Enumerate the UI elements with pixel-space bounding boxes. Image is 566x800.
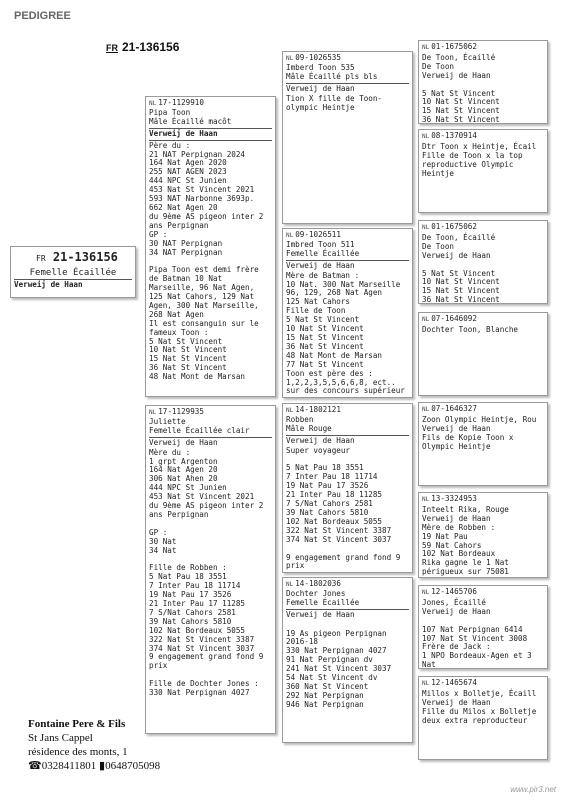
ggp-card-6[interactable]: NL 13-3324953 Inteelt Rika, Rouge Verweij de Haan Mère de Robben : 19 Nat Pau 59 Nat Cahors 102 Nat Bordeaux Rika gagne le 1 Nat périgueux sur 75081 <box>418 492 548 578</box>
ggp-card-4[interactable]: NL 07-1646092 Dochter Toon, Blanche <box>418 312 548 396</box>
owner-address: Fontaine Pere & Fils St Jans Cappel résidence des monts, 1 ☎0328411801 ▮0648705098 <box>28 718 161 772</box>
dam-ring: 17-1129935 <box>158 407 204 416</box>
ggp-card-2[interactable]: NL 08-1370914 Dtr Toon x Heintje, Écail Fille de Toon x la top reproductive Olympic Heintje <box>418 129 548 213</box>
subject-sex: Femelle Écaillée <box>29 267 117 278</box>
granddam-maternal-card[interactable]: NL 14-1802036 Dochter Jones Femelle Écaillée Verweij de Haan 19 As pigeon Perpignan 2016-18 330 Nat Perpignan 4027 91 Nat Perpignan dv 241 Nat St Vincent 3037 54 Nat St Vincent dv 360 Nat St Vincent 292 Nat Perpignan 946 Nat Perpignan <box>282 577 413 743</box>
owner-name: Fontaine Pere & Fils <box>28 718 126 730</box>
sire-ring: 17-1129910 <box>158 98 204 107</box>
watermark: www.pir3.net <box>510 785 556 794</box>
ggp-card-7[interactable]: NL 12-1465706 Jones, Écaillé Verweij de Haan 107 Nat Perpignan 6414 107 Nat St Vincent 3008 Frère de Jack : 1 NPO Bordeaux-Agen et 3 Nat <box>418 585 548 669</box>
subject-card[interactable]: FR 21-136156 Femelle Écaillée Verweij de Haan <box>10 246 136 298</box>
sire-sex: Mâle Écaillé macôt <box>149 116 232 126</box>
sire-name: Pipa Toon <box>149 107 191 117</box>
top-ring-number: FR 21-136156 <box>106 40 180 54</box>
mobile-icon: ▮ <box>99 760 106 772</box>
ggp-card-5[interactable]: NL 07-1646327 Zoon Olympic Heintje, Rou Verweij de Haan Fils de Kopie Toon x Olympic Heintje <box>418 402 548 486</box>
dam-name: Juliette <box>149 416 186 426</box>
dam-sex: Femelle Écaillée clair <box>149 425 250 435</box>
subject-breeder: Verweij de Haan <box>14 279 83 289</box>
ggp-card-3[interactable]: NL 01-1675062 De Toon, Écaillé De Toon Verweij de Haan 5 Nat St Vincent 10 Nat St Vincent 15 Nat St Vincent 36 Nat St Vincent <box>418 220 548 304</box>
sire-card[interactable]: NL 17-1129910 Pipa Toon Mâle Écaillé macôt Verweij de Haan Père du : 21 NAT Perpignan 2024 164 Nat Agen 2020 255 NAT AGEN 2023 444 NPC St Junien 453 Nat St Vincent 2021 593 NAT Narbonne 3693p. 662 Nat Agen 20 du 9ème AS pigeon inter 2 ans Perpignan GP : 30 NAT Perpignan 34 NAT Perpignan Pipa Toon est demi frère de Batman 10 Nat Marseille, 96 Nat Agen, 125 Nat Cahors, 129 Nat Agen, 300 Nat Marseille, 268 Nat Agen Il est consanguin sur le fameux Toon : 5 Nat St Vincent 10 Nat St Vincent 15 Nat St Vincent 36 Nat St Vincent 48 Nat Mont de Marsan <box>145 96 276 397</box>
page-header: PEDIGREE <box>14 10 71 22</box>
sire-breeder: Verweij de Haan <box>149 128 218 138</box>
sire-text: Père du : 21 NAT Perpignan 2024 164 Nat Agen 2020 255 NAT AGEN 2023 444 NPC St Junien 453 Nat St Vincent 2021 593 NAT Narbonne 3693p. 662 Nat Agen 20 du 9ème AS pigeon inter 2 ans Perpignan GP : 30 NAT Perpignan 34 NAT Perpignan Pipa Toon est demi frère de Batman 10 Nat Marseille, 96 Nat Agen, 125 Nat Cahors, 129 Nat Agen, 300 Nat Marseille, 268 Nat Agen Il est consanguin sur le fameux Toon : 5 Nat St Vincent 10 Nat St Vincent 15 Nat St Vincent 36 Nat St Vincent 48 Nat Mont de Marsan <box>149 140 264 382</box>
dam-text: Mère du : 1 grpt Argenton 164 Nat Agen 20 306 Nat Ahen 20 444 NPC St Junien 453 Nat St Vincent 2021 du 9ème AS pigeon inter 2 ans Perpignan GP : 30 Nat 34 Nat Fille de Robben : 5 Nat Pau 18 3551 7 Inter Pau 18 11714 19 Nat Pau 17 3526 21 Inter Pau 17 11285 7 S/Nat Cahors 2581 39 Nat Cahors 5810 102 Nat Bordeaux 5055 322 Nat St Vincent 3387 374 Nat St Vincent 3037 9 engagement grand fond 9 prix Fille de Dochter Jones : 330 Nat Perpignan 4027 <box>149 447 264 698</box>
ggp-card-8[interactable]: NL 12-1465674 Millos x Bolletje, Écaill Verweij de Haan Fille du Milos x Bolletje deux extra reproducteur <box>418 676 548 760</box>
grandsire-paternal-card[interactable]: NL 09-1026535 Imberd Toon 535 Mâle Écaillé pls bls Verweij de Haan Tion X fille de Toon-olympic Heintje <box>282 51 413 224</box>
ggp-card-1[interactable]: NL 01-1675062 De Toon, Écaillé De Toon Verweij de Haan 5 Nat St Vincent 10 Nat St Vincent 15 Nat St Vincent 36 Nat St Vincent <box>418 40 548 124</box>
dam-breeder: Verweij de Haan <box>149 437 218 447</box>
grandsire-maternal-card[interactable]: NL 14-1802121 Robben Mâle Rouge Verweij de Haan Super voyageur 5 Nat Pau 18 3551 7 Inter Pau 18 11714 19 Nat Pau 17 3526 21 Inter Pau 18 11285 7 S/Nat Cahors 2581 39 Nat Cahors 5810 102 Nat Bordeaux 5055 322 Nat St Vincent 3387 374 Nat St Vincent 3037 9 engagement grand fond 9 prix <box>282 403 413 573</box>
dam-card[interactable]: NL 17-1129935 Juliette Femelle Écaillée clair Verweij de Haan Mère du : 1 grpt Argenton 164 Nat Agen 20 306 Nat Ahen 20 444 NPC St Junien 453 Nat St Vincent 2021 du 9ème AS pigeon inter 2 ans Perpignan GP : 30 Nat 34 Nat Fille de Robben : 5 Nat Pau 18 3551 7 Inter Pau 18 11714 19 Nat Pau 17 3526 21 Inter Pau 17 11285 7 S/Nat Cahors 2581 39 Nat Cahors 5810 102 Nat Bordeaux 5055 322 Nat St Vincent 3387 374 Nat St Vincent 3037 9 engagement grand fond 9 prix Fille de Dochter Jones : 330 Nat Perpignan 4027 <box>145 405 276 734</box>
phone-icon: ☎ <box>28 760 42 772</box>
subject-ring: 21-136156 <box>52 250 118 264</box>
granddam-paternal-card[interactable]: NL 09-1026511 Imbred Toon 511 Femelle Écaillée Verweij de Haan Mère de Batman : 10 Nat. 300 Nat Marseille 96, 129, 268 Nat Agen 125 Nat Cahors Fille de Toon 5 Nat St Vincent 10 Nat St Vincent 15 Nat St Vincent 36 Nat St Vincent 48 Nat Mont de Marsan 77 Nat St Vincent Toon est père des : 1,2,2,3,5,5,6,6,8, ect.. sur des concours supérieur <box>282 228 413 398</box>
